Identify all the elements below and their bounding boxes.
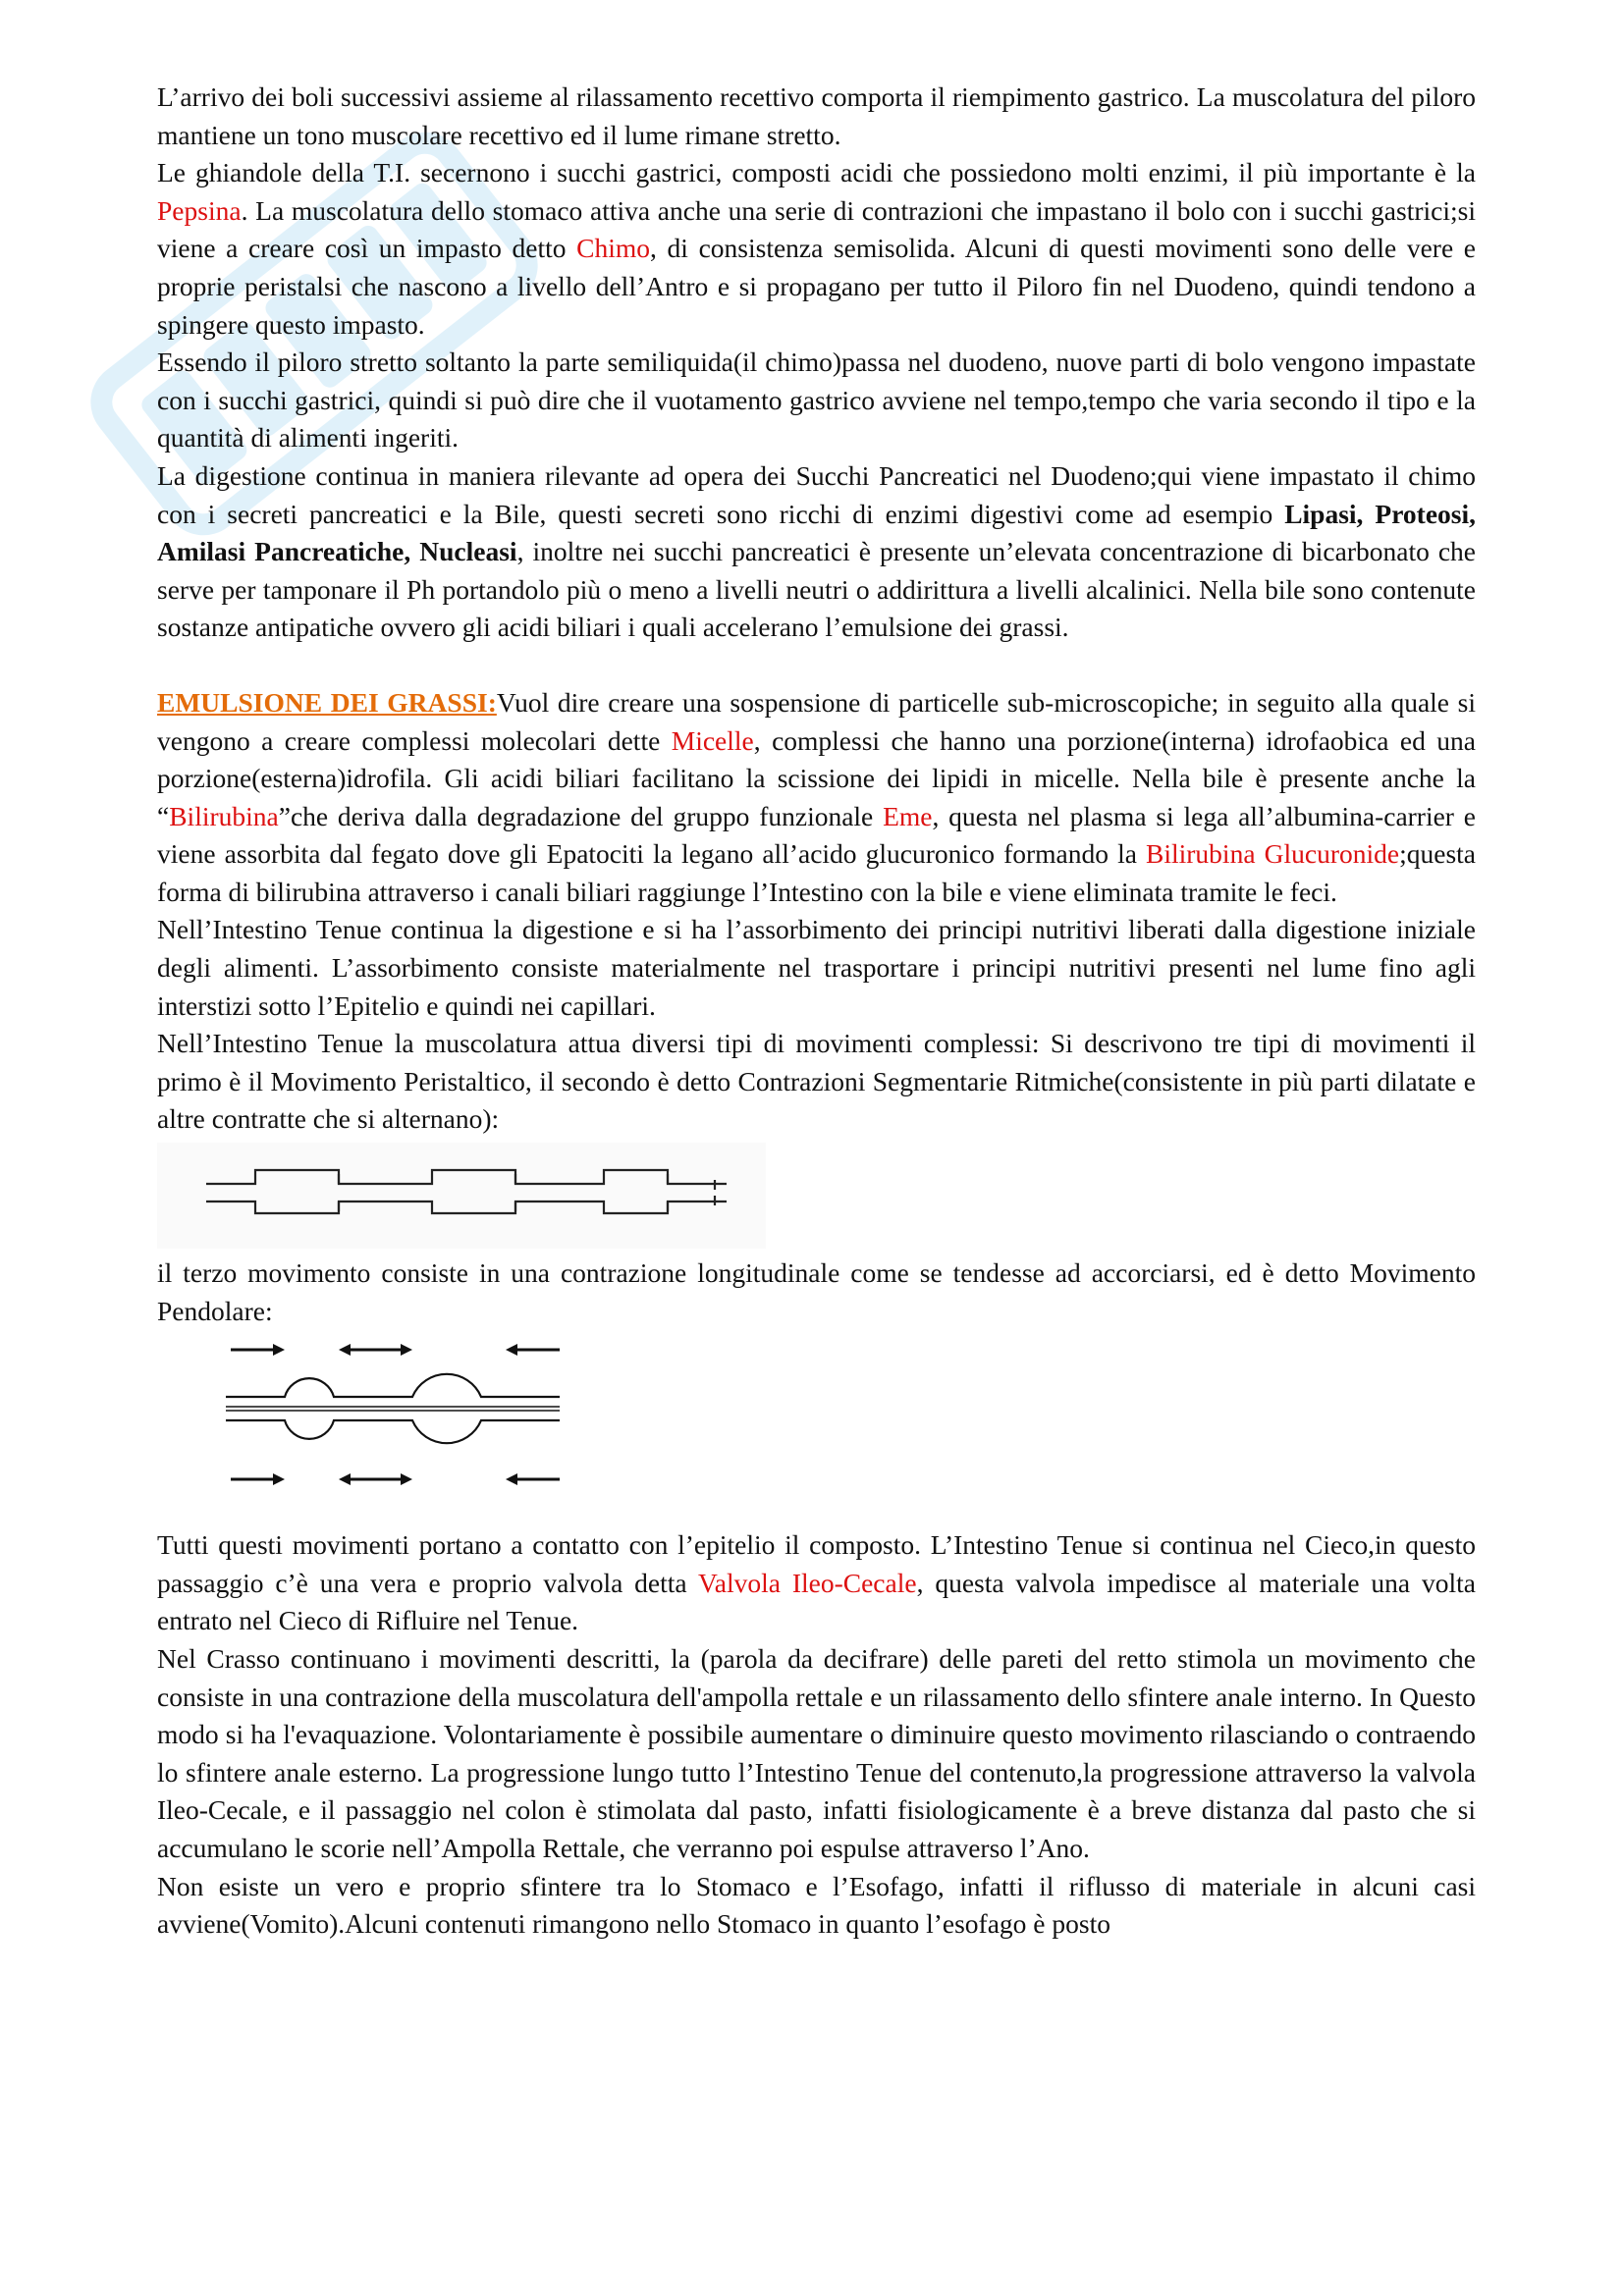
text-segment: , questa valvola impedisce al materiale una volta entrato nel Cieco di Rifluire nel Tenue. (157, 1567, 1476, 1636)
paragraph-pendular: il terzo movimento consiste in una contrazione longitudinale come se tendesse ad accorciarsi, ed è detto Movimento Pendolare: (157, 1257, 1476, 1326)
term-enzymes: Lipasi, Proteosi, Amilasi Pancreatiche, Nucleasi (157, 498, 1476, 567)
paragraph-absorption: Nell’Intestino Tenue continua la digestione e si ha l’assorbimento dei principi nutritivi liberati dalla digestione iniziale degli alimenti. L’assorbimento consiste materialmente nel trasportare i principi nutritivi presenti nel lume fino agli interstizi sotto l’Epitelio e quindi nei capillari. (157, 914, 1476, 1021)
term-chimo: Chimo (576, 233, 651, 264)
pendular-movement-diagram-icon (157, 1336, 609, 1513)
text-segment: . La muscolatura dello stomaco attiva anche una serie di contrazioni che impastano il bolo con i succhi gastrici;si viene a creare così un impasto detto (157, 194, 1476, 264)
text-segment: ”che deriva dalla degradazione del gruppo funzionale (278, 800, 884, 831)
text-segment: , inoltre nei succhi pancreatici è presente un’elevata concentrazione di bicarbonato che serve per tamponare il Ph portandolo più o meno a livelli neutri o addirittura a livelli alcalinici. Nella bile sono contenute sostanze antipatiche ovvero gli acidi biliari i quali accelerano l’emulsione dei grassi. (157, 536, 1477, 643)
text-segment: , questa nel plasma si lega all’albumina-carrier e viene assorbita dal fegato dove gli Epatociti la legano all’acido glucuronico formando la (157, 800, 1476, 870)
term-eme: Eme (883, 800, 933, 831)
paragraph-large-intestine: Nel Crasso continuano i movimenti descritti, la (parola da decifrare) delle pareti del retto stimola un movimento che consiste in una contrazione della muscolatura dell'ampolla rettale e un rilassamento dello sfintere anale interno. In Questo modo si ha l'evaquazione. Volontariamente è possibile aumentare o diminuire questo movimento rilasciando o contraendo lo sfintere anale esterno. La progressione lungo tutto l’Intestino Tenue del contenuto,la progressione attraverso la valvola Ileo-Cecale, e il passaggio nel colon è stimolata dal pasto, infatti fisiologicamente è a breve distanza dal pasto che si accumulano le scorie nell’Ampolla Rettale, che verranno poi espulse attraverso l’Ano. (157, 1643, 1476, 1863)
text-segment: Le ghiandole della T.I. secernono i succhi gastrici, composti acidi che possiedono molti enzimi, il più importante è la (157, 157, 1476, 188)
document-page (157, 79, 1476, 1944)
text-segment: Tutti questi movimenti portano a contatto con l’epitelio il composto. L’Intestino Tenue si continua nel Cieco,in questo passaggio c’è una vera e proprio valvola detta (157, 1529, 1476, 1598)
text-segment: , di consistenza semisolida. Alcuni di questi movimenti sono delle vere e proprie peristalsi che nascono a livello dell’Antro e si propagano per tutto il Piloro fin nel Duodeno, quindi tendono a spingere questo impasto. (157, 233, 1476, 340)
paragraph-gastric-emptying: Essendo il piloro stretto soltanto la parte semiliquida(il chimo)passa nel duodeno, nuove parti di bolo vengono impastate con i succhi gastrici, quindi si può dire che il vuotamento gastrico avviene nel tempo,tempo che varia secondo il tipo e la quantità di alimenti ingeriti. (157, 347, 1476, 454)
paragraph-gastric-filling: L’arrivo dei boli successivi assieme al rilassamento recettivo comporta il riempimento gastrico. La muscolatura del piloro mantiene un tono muscolare recettivo ed il lume rimane stretto. (157, 81, 1476, 150)
text-segment: La digestione continua in maniera rilevante ad opera dei Succhi Pancreatici nel Duodeno;qui viene impastato il chimo con i secreti pancreatici e la Bile, questi secreti sono ricchi di enzimi digestivi come ad esempio (157, 459, 1476, 529)
paragraph-fat-emulsion (157, 684, 1476, 912)
term-pepsina: Pepsina (157, 194, 242, 226)
term-valvola-ileo-cecale: Valvola Ileo-Cecale (697, 1567, 917, 1598)
term-micelle: Micelle (671, 724, 754, 756)
paragraph-gastric-juices (157, 154, 1476, 344)
paragraph-gap (157, 647, 1476, 684)
text-segment: , complessi che hanno una porzione(interna) idrofaobica ed una porzione(esterna)idrofila. Gli acidi biliari facilitano la scissione dei lipidi in micelle. Nella bile è presente anche la “ (157, 724, 1476, 831)
paragraph-intestinal-movements: Nell’Intestino Tenue la muscolatura attua diversi tipi di movimenti complessi: Si descrivono tre tipi di movimenti il primo è il Movimento Peristaltico, il secondo è detto Contrazioni Segmentarie Ritmiche(consistente in più parti dilatate e altre contratte che si alternano): (157, 1028, 1476, 1135)
paragraph-pancreatic-juices (157, 457, 1476, 647)
paragraph-esophagus: Non esiste un vero e proprio sfintere tra lo Stomaco e l’Esofago, infatti il riflusso di materiale in alcuni casi avviene(Vomito).Alcuni contenuti rimangono nello Stomaco in quanto l’esofago è posto (157, 1870, 1476, 1940)
text-segment: Vuol dire creare una sospensione di particelle sub-microscopiche; in seguito alla quale si vengono a creare complessi molecolari dette (157, 686, 1476, 756)
term-bilirubina-glucuronide: Bilirubina Glucuronide (1146, 838, 1400, 870)
segmental-contraction-diagram-icon (157, 1143, 766, 1249)
section-heading-emulsion: EMULSIONE DEI GRASSI: (157, 686, 497, 718)
text-segment: ;questa forma di bilirubina attraverso i canali biliari raggiunge l’Intestino con la bile e viene eliminata tramite le feci. (157, 838, 1476, 907)
paragraph-ileocecal-valve (157, 1526, 1476, 1640)
term-bilirubina: Bilirubina (169, 800, 279, 831)
